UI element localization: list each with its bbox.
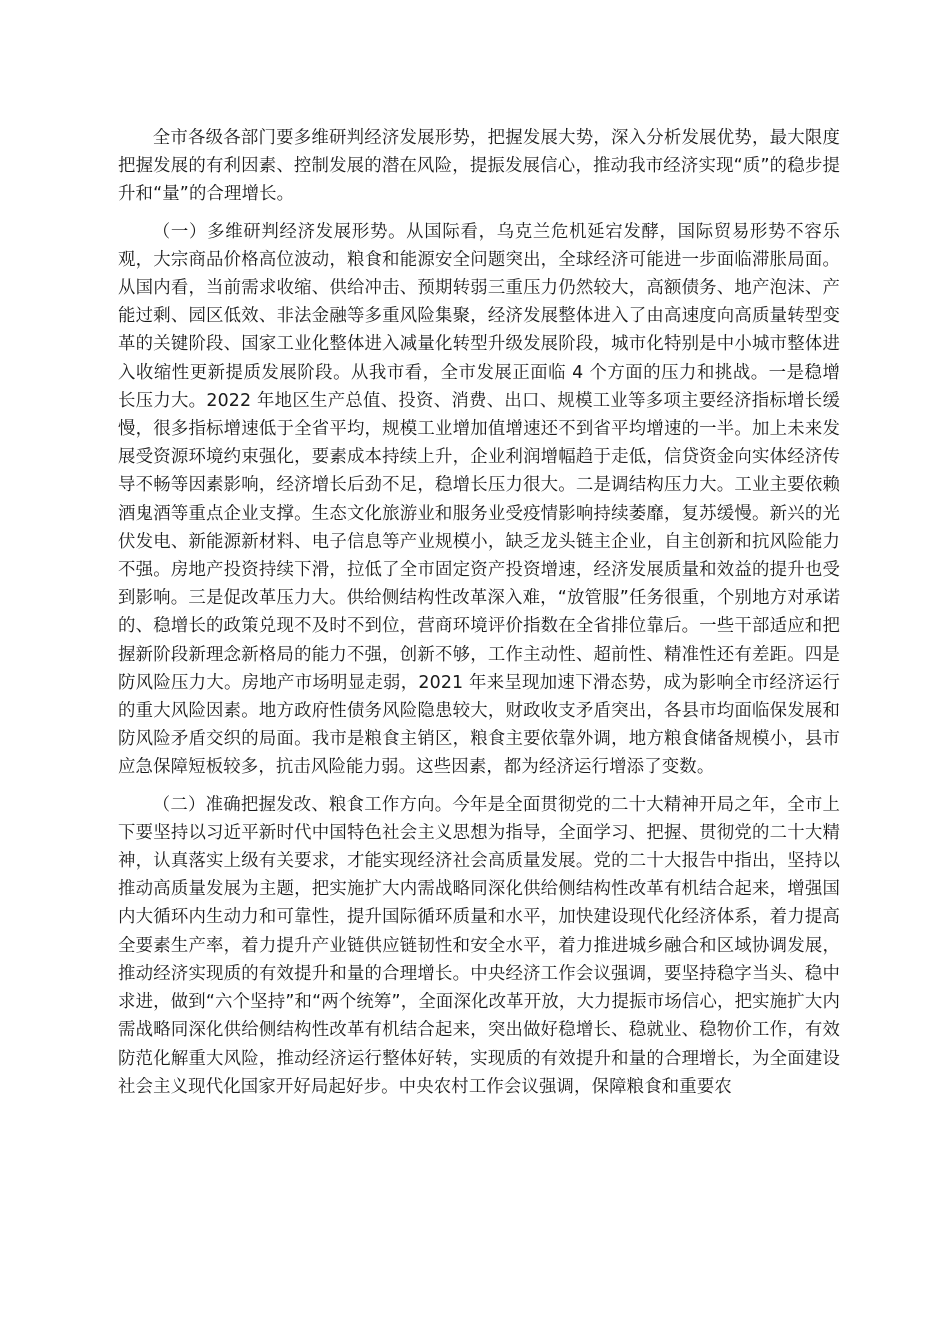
paragraph-intro: 全市各级各部门要多维研判经济发展形势，把握发展大势，深入分析发展优势，最大限度把握发展的有利因素、控制发展的潜在风险，提振发展信心，推动我市经济实现“质”的稳步提升和“量”的合理增长。	[118, 128, 840, 205]
document-page	[118, 124, 840, 1101]
paragraph-section-2: （二）准确把握发改、粮食工作方向。今年是全面贯彻党的二十大精神开局之年，全市上下要坚持以习近平新时代中国特色社会主义思想为指导，全面学习、把握、贯彻党的二十大精神，认真落实上级有关要求，才能实现经济社会高质量发展。党的二十大报告中指出，坚持以推动高质量发展为主题，把实施扩大内需战略同深化供给侧结构性改革有机结合起来，增强国内大循环内生动力和可靠性，提升国际循环质量和水平，加快建设现代化经济体系，着力提高全要素生产率，着力提升产业链供应链韧性和安全水平，着力推进城乡融合和区域协调发展，推动经济实现质的有效提升和量的合理增长。中央经济工作会议强调，要坚持稳字当头、稳中求进，做到“六个坚持”和“两个统筹”，全面深化改革开放，大力提振市场信心，把实施扩大内需战略同深化供给侧结构性改革有机结合起来，突出做好稳增长、稳就业、稳物价工作，有效防范化解重大风险，推动经济运行整体好转，实现质的有效提升和量的合理增长，为全面建设社会主义现代化国家开好局起好步。中央农村工作会议强调，保障粮食和重要农	[118, 794, 840, 1097]
paragraph-section-1: （一）多维研判经济发展形势。从国际看，乌克兰危机延宕发酵，国际贸易形势不容乐观，大宗商品价格高位波动，粮食和能源安全问题突出，全球经济可能进一步面临滞胀局面。从国内看，当前需求收缩、供给冲击、预期转弱三重压力仍然较大，高额债务、地产泡沫、产能过剩、园区低效、非法金融等多重风险集聚，经济发展整体进入了由高速度向高质量转型变革的关键阶段、国家工业化整体进入减量化转型升级发展阶段，城市化特别是中小城市整体进入收缩性更新提质发展阶段。从我市看，全市发展正面临 4 个方面的压力和挑战。一是稳增长压力大。2022 年地区生产总值、投资、消费、出口、规模工业等多项主要经济指标增长缓慢，很多指标增速低于全省平均，规模工业增加值增速还不到省平均增速的一半。加上未来发展受资源环境约束强化，要素成本持续上升，企业利润增幅趋于走低，信贷资金向实体经济传导不畅等因素影响，经济增长后劲不足，稳增长压力很大。二是调结构压力大。工业主要依赖酒鬼酒等重点企业支撑。生态文化旅游业和服务业受疫情影响持续萎靡，复苏缓慢。新兴的光伏发电、新能源新材料、电子信息等产业规模小，缺乏龙头链主企业，自主创新和抗风险能力不强。房地产投资持续下滑，拉低了全市固定资产投资增速，经济发展质量和效益的提升也受到影响。三是促改革压力大。供给侧结构性改革深入难，“放管服”任务很重，个别地方对承诺的、稳增长的政策兑现不及时不到位，营商环境评价指数在全省排位靠后。一些干部适应和把握新阶段新理念新格局的能力不强，创新不够，工作主动性、超前性、精准性还有差距。四是防风险压力大。房地产市场明显走弱，2021 年来呈现加速下滑态势，成为影响全市经济运行的重大风险因素。地方政府性债务风险隐患较大，财政收支矛盾突出，各县市均面临保发展和防风险矛盾交织的局面。我市是粮食主销区，粮食主要依靠外调，地方粮食储备规模小，县市应急保障短板较多，抗击风险能力弱。这些因素，都为经济运行增添了变数。	[118, 221, 840, 778]
